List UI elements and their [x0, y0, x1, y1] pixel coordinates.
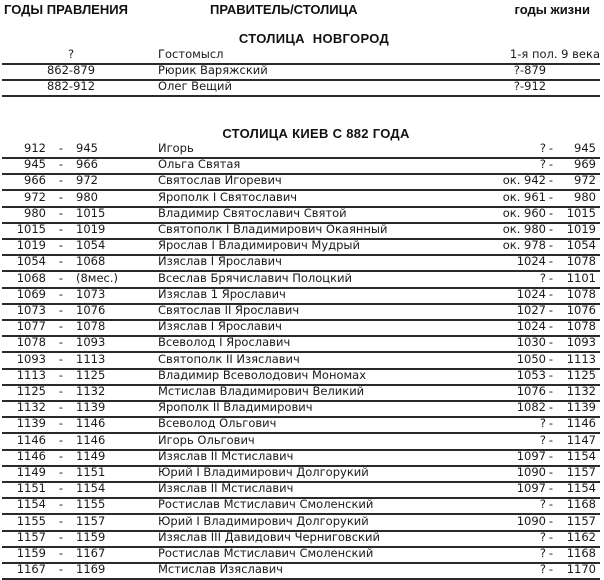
death-year: 1168: [566, 546, 596, 560]
reign-start: 912: [24, 141, 46, 155]
life-years: ?-912: [513, 79, 547, 93]
life-dash: -: [548, 546, 554, 560]
reign-dash: -: [58, 497, 64, 512]
reign-start: 1073: [16, 303, 46, 317]
ruler-name: Владимир Святославич Святой: [158, 205, 347, 220]
ruler-name: Изяслав III Давидович Черниговский: [158, 529, 380, 544]
ruler-name: Всеволод I Ярославич: [158, 335, 291, 350]
reign-start: 1093: [16, 351, 46, 366]
birth-year: ?: [539, 141, 546, 155]
ruler-name: Всеслав Брячиславич Полоцкий: [158, 270, 353, 285]
reign-end: 1068: [76, 254, 106, 269]
ruler-name: Ярополк II Владимирович: [158, 400, 313, 415]
reign-end: 1132: [76, 384, 106, 398]
reign-dash: -: [58, 529, 64, 544]
birth-year: ок. 961: [502, 189, 546, 204]
life-dash: -: [548, 513, 554, 528]
ruler-name: Мстислав Изяславич: [158, 562, 283, 577]
birth-year: ?: [539, 529, 546, 544]
reign-end: 945: [76, 141, 98, 155]
reign-start: 1125: [16, 384, 46, 398]
ruler-name: Олег Вещий: [158, 79, 232, 93]
reign-dash: -: [58, 562, 64, 577]
reign-dash: -: [58, 141, 64, 155]
death-year: 1076: [566, 303, 596, 317]
reign-years: 882-912: [46, 79, 96, 93]
birth-year: ?: [539, 432, 546, 447]
ruler-name: Мстислав Владимирович Великий: [158, 384, 365, 398]
life-dash: -: [548, 189, 554, 204]
birth-year: 1027: [516, 303, 546, 317]
reign-end: 1169: [76, 562, 106, 577]
life-dash: -: [548, 497, 554, 512]
reign-dash: -: [58, 270, 64, 285]
ruler-name: Игорь: [158, 141, 194, 155]
death-year: 1132: [566, 384, 596, 398]
reign-end: 1167: [76, 546, 106, 560]
ruler-name: Изяслав II Мстиславич: [158, 448, 294, 463]
ruler-name: Изяслав II Мстиславич: [158, 481, 294, 496]
reign-dash: -: [58, 513, 64, 528]
reign-start: 1113: [16, 367, 46, 382]
reign-end: 1073: [76, 286, 106, 301]
reign-start: 1159: [16, 546, 46, 560]
reign-start: 1149: [16, 465, 46, 479]
ruler-name: Рюрик Варяжский: [158, 63, 268, 77]
reign-end: 1146: [76, 416, 106, 431]
reign-dash: -: [58, 465, 64, 479]
death-year: 972: [574, 173, 596, 188]
birth-year: 1090: [516, 513, 546, 528]
reign-start: 1155: [16, 513, 46, 528]
reign-end: 1054: [76, 238, 106, 253]
life-dash: -: [548, 529, 554, 544]
life-dash: -: [548, 286, 554, 301]
ruler-name: Юрий I Владимирович Долгорукий: [158, 513, 369, 528]
reign-dash: -: [58, 157, 64, 172]
reign-start: 966: [24, 173, 46, 188]
death-year: 969: [574, 157, 596, 172]
reign-start: 1154: [16, 497, 46, 512]
reign-dash: -: [58, 303, 64, 317]
death-year: 1078: [566, 286, 596, 301]
reign-end: 1093: [76, 335, 106, 350]
death-year: 1147: [566, 432, 596, 447]
death-year: 980: [574, 189, 596, 204]
reign-end: 1154: [76, 481, 106, 496]
section-title-novgorod: СТОЛИЦА НОВГОРОД: [238, 31, 390, 46]
life-dash: -: [548, 448, 554, 463]
birth-year: 1090: [516, 465, 546, 479]
death-year: 1015: [566, 205, 596, 220]
ruler-name: Изяслав I Ярославич: [158, 319, 282, 334]
reign-start: 1139: [16, 416, 46, 431]
reign-end: 1015: [76, 205, 106, 220]
reign-end: 1076: [76, 303, 106, 317]
ruler-name: Святослав Игоревич: [158, 173, 282, 188]
life-years: 1-я пол. 9 века: [509, 47, 600, 61]
life-dash: -: [548, 254, 554, 269]
reign-dash: -: [58, 205, 64, 220]
reign-start: 1019: [16, 238, 46, 253]
life-dash: -: [548, 319, 554, 334]
reign-end: 1157: [76, 513, 106, 528]
reign-end: 1078: [76, 319, 106, 334]
birth-year: 1024: [516, 254, 546, 269]
birth-year: 1050: [516, 351, 546, 366]
ruler-name: Игорь Ольгович: [158, 432, 255, 447]
ruler-name: Ярослав I Владимирович Мудрый: [158, 238, 360, 253]
table-row: [2, 562, 600, 580]
death-year: 1093: [566, 335, 596, 350]
birth-year: 1076: [516, 384, 546, 398]
reign-dash: -: [58, 432, 64, 447]
life-years: ?-879: [513, 63, 547, 77]
reign-end: 966: [76, 157, 98, 172]
ruler-name: Ростислав Мстиславич Смоленский: [158, 497, 374, 512]
reign-dash: -: [58, 546, 64, 560]
birth-year: 1053: [516, 367, 546, 382]
reign-dash: -: [58, 351, 64, 366]
reign-start: 1146: [16, 432, 46, 447]
ruler-name: Святополк II Изяславич: [158, 351, 300, 366]
reign-start: 1054: [16, 254, 46, 269]
reign-dash: -: [58, 400, 64, 415]
death-year: 1139: [566, 400, 596, 415]
birth-year: 1024: [516, 319, 546, 334]
ruler-name: Святослав II Ярославич: [158, 303, 300, 317]
death-year: 1146: [566, 416, 596, 431]
reign-dash: -: [58, 384, 64, 398]
reign-dash: -: [58, 189, 64, 204]
life-dash: -: [548, 465, 554, 479]
reign-end: 1149: [76, 448, 106, 463]
reign-start: 980: [24, 205, 46, 220]
death-year: 1078: [566, 319, 596, 334]
life-dash: -: [548, 562, 554, 577]
life-dash: -: [548, 367, 554, 382]
death-year: 1157: [566, 513, 596, 528]
reign-dash: -: [58, 319, 64, 334]
death-year: 1019: [566, 222, 596, 236]
birth-year: ок. 960: [502, 205, 546, 220]
death-year: 1157: [566, 465, 596, 479]
life-dash: -: [548, 416, 554, 431]
ruler-name: Юрий I Владимирович Долгорукий: [158, 465, 369, 479]
life-dash: -: [548, 335, 554, 350]
reign-dash: -: [58, 367, 64, 382]
reign-dash: -: [58, 448, 64, 463]
column-header-ruler-capital: ПРАВИТЕЛЬ/СТОЛИЦА: [210, 2, 358, 17]
reign-dash: -: [58, 222, 64, 236]
ruler-name: Изяслав I Ярославич: [158, 254, 282, 269]
ruler-name: Гостомысл: [158, 47, 224, 61]
life-dash: -: [548, 141, 554, 155]
reign-dash: -: [58, 481, 64, 496]
ruler-name: Изяслав 1 Ярославич: [158, 286, 286, 301]
reign-years: ?: [67, 47, 75, 61]
reign-dash: -: [58, 286, 64, 301]
ruler-name: Ольга Святая: [158, 157, 241, 172]
life-dash: -: [548, 222, 554, 236]
death-year: 1113: [566, 351, 596, 366]
reign-start: 1167: [16, 562, 46, 577]
reign-end: (8мес.): [76, 270, 119, 285]
life-dash: -: [548, 173, 554, 188]
birth-year: ок. 978: [502, 238, 546, 253]
reign-start: 1157: [16, 529, 46, 544]
birth-year: ?: [539, 497, 546, 512]
death-year: 1101: [566, 270, 596, 285]
reign-dash: -: [58, 416, 64, 431]
reign-start: 1078: [16, 335, 46, 350]
death-year: 1125: [566, 367, 596, 382]
reign-start: 1069: [16, 286, 46, 301]
birth-year: 1024: [516, 286, 546, 301]
death-year: 945: [574, 141, 596, 155]
reign-start: 1077: [16, 319, 46, 334]
death-year: 1170: [566, 562, 596, 577]
reign-start: 1068: [16, 270, 46, 285]
column-header-life-years: годы жизни: [514, 2, 590, 17]
column-header-reign-years: ГОДЫ ПРАВЛЕНИЯ: [4, 2, 128, 17]
life-dash: -: [548, 303, 554, 317]
reign-end: 1113: [76, 351, 106, 366]
ruler-name: Ростислав Мстиславич Смоленский: [158, 546, 374, 560]
death-year: 1054: [566, 238, 596, 253]
reign-years: 862-879: [46, 63, 96, 77]
birth-year: 1097: [516, 481, 546, 496]
death-year: 1078: [566, 254, 596, 269]
ruler-name: Всеволод Ольгович: [158, 416, 277, 431]
birth-year: ок. 980: [502, 222, 546, 236]
reign-end: 1155: [76, 497, 106, 512]
life-dash: -: [548, 205, 554, 220]
birth-year: 1082: [516, 400, 546, 415]
life-dash: -: [548, 400, 554, 415]
life-dash: -: [548, 351, 554, 366]
reign-start: 1146: [16, 448, 46, 463]
birth-year: 1097: [516, 448, 546, 463]
death-year: 1154: [566, 481, 596, 496]
reign-end: 1125: [76, 367, 106, 382]
reign-start: 1015: [16, 222, 46, 236]
birth-year: ?: [539, 157, 546, 172]
death-year: 1168: [566, 497, 596, 512]
life-dash: -: [548, 384, 554, 398]
reign-end: 1146: [76, 432, 106, 447]
section-title-kiev: СТОЛИЦА КИЕВ С 882 ГОДА: [222, 126, 410, 141]
ruler-name: Святополк I Владимирович Окаянный: [158, 222, 388, 236]
reign-end: 980: [76, 189, 98, 204]
death-year: 1154: [566, 448, 596, 463]
reign-start: 1132: [16, 400, 46, 415]
birth-year: ?: [539, 416, 546, 431]
reign-dash: -: [58, 335, 64, 350]
reign-start: 945: [24, 157, 46, 172]
death-year: 1162: [566, 529, 596, 544]
reign-dash: -: [58, 173, 64, 188]
reign-end: 1019: [76, 222, 106, 236]
birth-year: 1030: [516, 335, 546, 350]
reign-dash: -: [58, 254, 64, 269]
reign-end: 1159: [76, 529, 106, 544]
life-dash: -: [548, 270, 554, 285]
birth-year: ?: [539, 270, 546, 285]
reign-start: 972: [24, 189, 46, 204]
life-dash: -: [548, 157, 554, 172]
life-dash: -: [548, 432, 554, 447]
birth-year: ок. 942: [502, 173, 546, 188]
reign-start: 1151: [16, 481, 46, 496]
table-row: [2, 79, 600, 97]
reign-end: 1139: [76, 400, 106, 415]
reign-dash: -: [58, 238, 64, 253]
ruler-name: Владимир Всеволодович Мономах: [158, 367, 367, 382]
birth-year: ?: [539, 546, 546, 560]
ruler-name: Ярополк I Святославич: [158, 189, 298, 204]
reign-end: 972: [76, 173, 98, 188]
reign-end: 1151: [76, 465, 106, 479]
life-dash: -: [548, 481, 554, 496]
birth-year: ?: [539, 562, 546, 577]
life-dash: -: [548, 238, 554, 253]
